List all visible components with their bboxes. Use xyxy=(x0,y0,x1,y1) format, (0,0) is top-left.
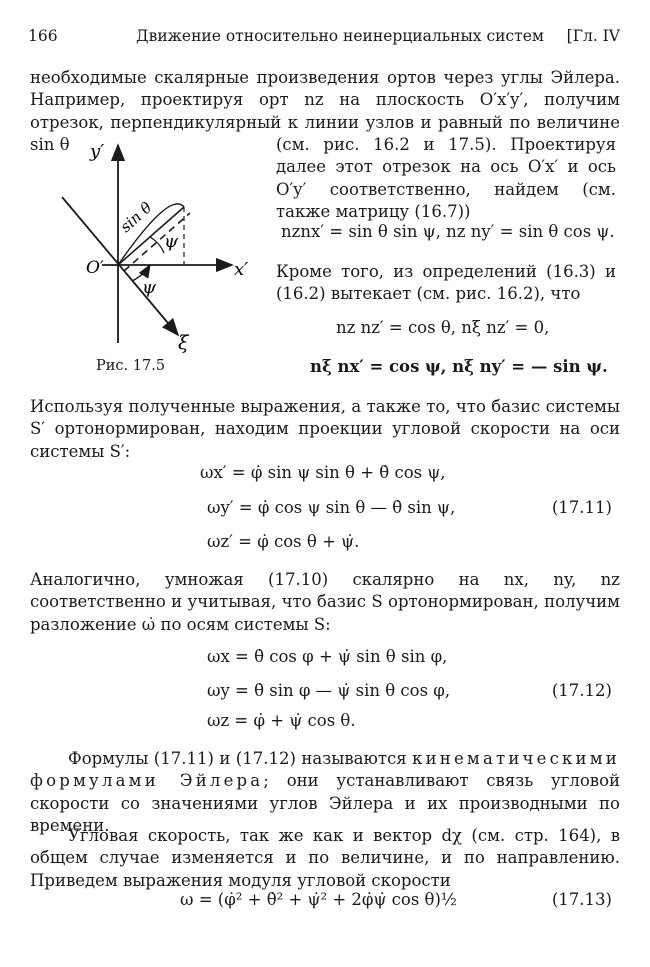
label-xi: ξ xyxy=(178,332,189,354)
equation-nz-nz-prime: nz nz′ = cos θ, nξ nz′ = 0, xyxy=(336,318,550,337)
label-psi-lower: ψ xyxy=(142,277,157,298)
paragraph-angular-velocity-magnitude: Угловая скорость, так же как и вектор dχ (см. стр. 164), в общем случае изменяется и по величине, и по направлению. Приведем выражения модуля угловой скорости xyxy=(30,826,620,890)
paragraph-definitions: Кроме того, из определений (16.3) и (16.2) вытекает (см. рис. 16.2), что xyxy=(276,262,616,304)
eq-17-12-number: (17.12) xyxy=(551,681,612,700)
eq-17-11-line1: ωx′ = φ̇ sin ψ sin θ + θ̇ cos ψ, xyxy=(200,463,446,482)
paragraph-angular-velocity-s: Аналогично, умножая (17.10) скалярно на nx, ny, nz соответственно и учитывая, что базис S ортонормирован, получим разложение ω̇ по осям системы S: xyxy=(30,570,620,634)
euler-formulas-text-a: Формулы (17.11) и (17.12) называются xyxy=(68,749,413,768)
xi-axis xyxy=(62,197,178,335)
eq-17-12-line2: ωy = θ̇ sin φ — ψ̇ sin θ cos φ, xyxy=(207,681,451,700)
eq-17-13-number: (17.13) xyxy=(551,890,612,909)
eq-17-11-line3: ωz′ = φ̇ cos θ + ψ̇. xyxy=(207,532,360,551)
euler-formulas-text-b: ; они устанавливают связь угловой скорости со значениями углов Эйлера и их производными по времени. xyxy=(30,771,620,836)
psi-arc-upper xyxy=(150,237,164,253)
equation-projection-nz: nznx′ = sin θ sin ψ, nz ny′ = sin θ cos ψ. xyxy=(281,222,615,241)
running-title: Движение относительно неинерциальных систем xyxy=(136,27,544,45)
figure-17-5 xyxy=(50,135,270,365)
eq-17-13: ω = (φ̇² + θ̇² + ψ̇² + 2φ̇ψ̇ cos θ)½ xyxy=(180,890,457,909)
eq-17-11-line2: ωy′ = φ̇ cos ψ sin θ — θ̇ sin ψ, xyxy=(207,498,456,517)
equation-nxi-projections: nξ nx′ = cos ψ, nξ ny′ = — sin ψ. xyxy=(310,357,608,376)
label-y: y′ xyxy=(90,141,105,162)
label-x: x′ xyxy=(234,259,249,280)
eq-17-11-number: (17.11) xyxy=(551,498,612,517)
label-psi-upper: ψ xyxy=(164,231,179,252)
paragraph-angular-velocity-prime: Используя полученные выражения, а также то, что базис системы S′ ортонормирован, находим проекции угловой скорости на оси системы S′: xyxy=(30,397,620,461)
paragraph-intro-continued: (см. рис. 16.2 и 17.5). Проектируя далее этот отрезок на ось O′x′ и ось O′y′ соответственно, найдем (см. также матрицу (16.7)) xyxy=(276,135,616,222)
label-sin-theta: sin θ xyxy=(116,198,156,236)
label-origin: O′ xyxy=(86,258,104,278)
page-number: 166 xyxy=(28,27,58,45)
chapter-label: [Гл. IV xyxy=(566,27,620,45)
euler-formulas-term: кинематическими формулами Эйлера xyxy=(30,749,620,791)
running-header xyxy=(28,27,620,49)
figure-caption: Рис. 17.5 xyxy=(96,358,166,374)
paragraph-intro: необходимые скалярные произведения ортов через углы Эйлера. Например, проектируя орт nz на плоскость O′x′y′, получим отрезок, перпендикулярный к линии узлов и равный по величине sin θ xyxy=(30,68,620,155)
eq-17-12-line1: ωx = θ̇ cos φ + ψ̇ sin θ sin φ, xyxy=(207,647,448,666)
eq-17-12-line3: ωz = φ̇ + ψ̇ cos θ. xyxy=(207,711,356,730)
